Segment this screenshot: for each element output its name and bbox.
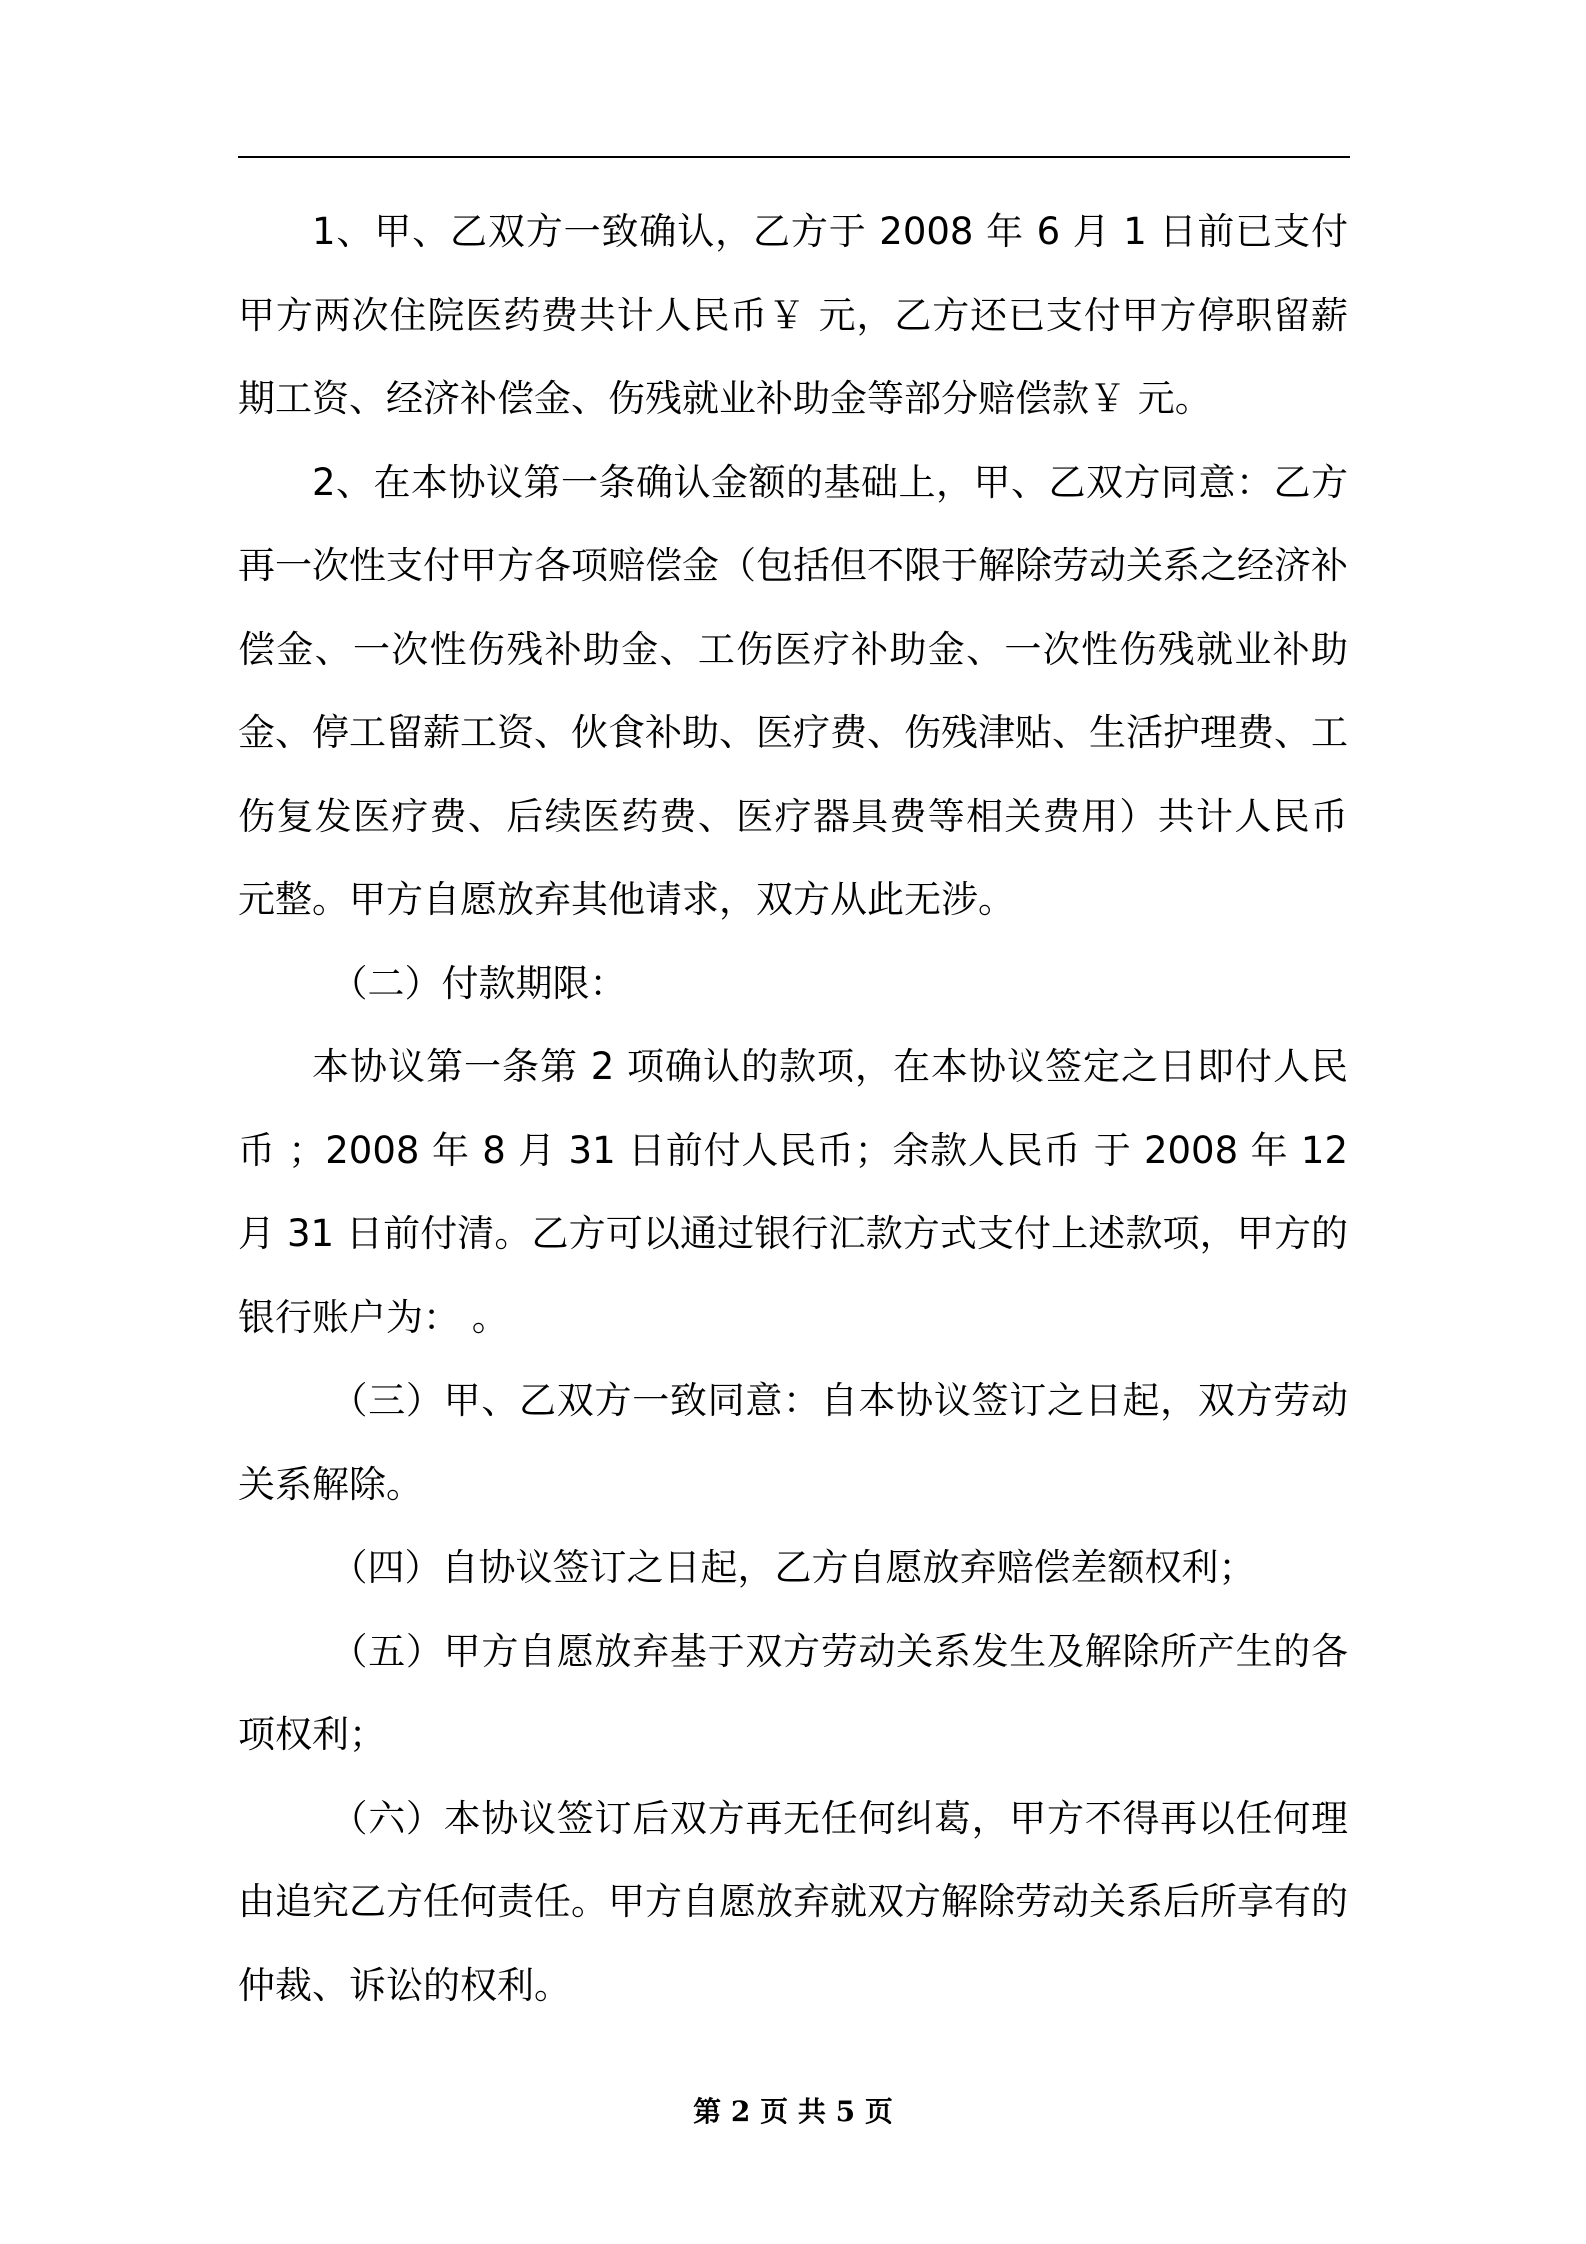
page-number-footer: 第 2 页 共 5 页 xyxy=(693,2095,893,2128)
header-rule xyxy=(238,156,1350,158)
paragraph-payment-term: 本协议第一条第 2 项确认的款项，在本协议签定之日即付人民币 ；2008 年 8 月 31 日前付人民币；余款人民币 于 2008 年 12 月 31 日前付清。乙方可以通过银行汇款方式支付上述款项，甲方的银行账户为： 。 xyxy=(238,1045,1348,1339)
clause-four: （四）自协议签订之日起，乙方自愿放弃赔偿差额权利； xyxy=(330,1546,1256,1589)
clause-five: （五）甲方自愿放弃基于双方劳动关系发生及解除所产生的各项权利； xyxy=(238,1629,1348,1756)
document-body xyxy=(238,190,1348,2027)
section-heading-payment-term: （二）付款期限： xyxy=(330,961,627,1005)
paragraph-2: 2、在本协议第一条确认金额的基础上，甲、乙双方同意：乙方再一次性支付甲方各项赔偿金（包括但不限于解除劳动关系之经济补偿金、一次性伤残补助金、工伤医疗补助金、一次性伤残就业补助金、停工留薪工资、伙食补助、医疗费、伤残津贴、生活护理费、工伤复发医疗费、后续医药费、医疗器具费等相关费用）共计人民币 元整。甲方自愿放弃其他请求，双方从此无涉。 xyxy=(238,460,1348,921)
paragraph-1: 1、甲、乙双方一致确认，乙方于 2008 年 6 月 1 日前已支付甲方两次住院医药费共计人民币￥ 元，乙方还已支付甲方停职留薪期工资、经济补偿金、伤残就业补助金等部分赔偿款￥ 元。 xyxy=(238,210,1348,420)
clause-three: （三）甲、乙双方一致同意：自本协议签订之日起，双方劳动关系解除。 xyxy=(238,1379,1348,1506)
clause-six: （六）本协议签订后双方再无任何纠葛，甲方不得再以任何理由追究乙方任何责任。甲方自愿放弃就双方解除劳动关系后所享有的仲裁、诉讼的权利。 xyxy=(238,1796,1348,2007)
